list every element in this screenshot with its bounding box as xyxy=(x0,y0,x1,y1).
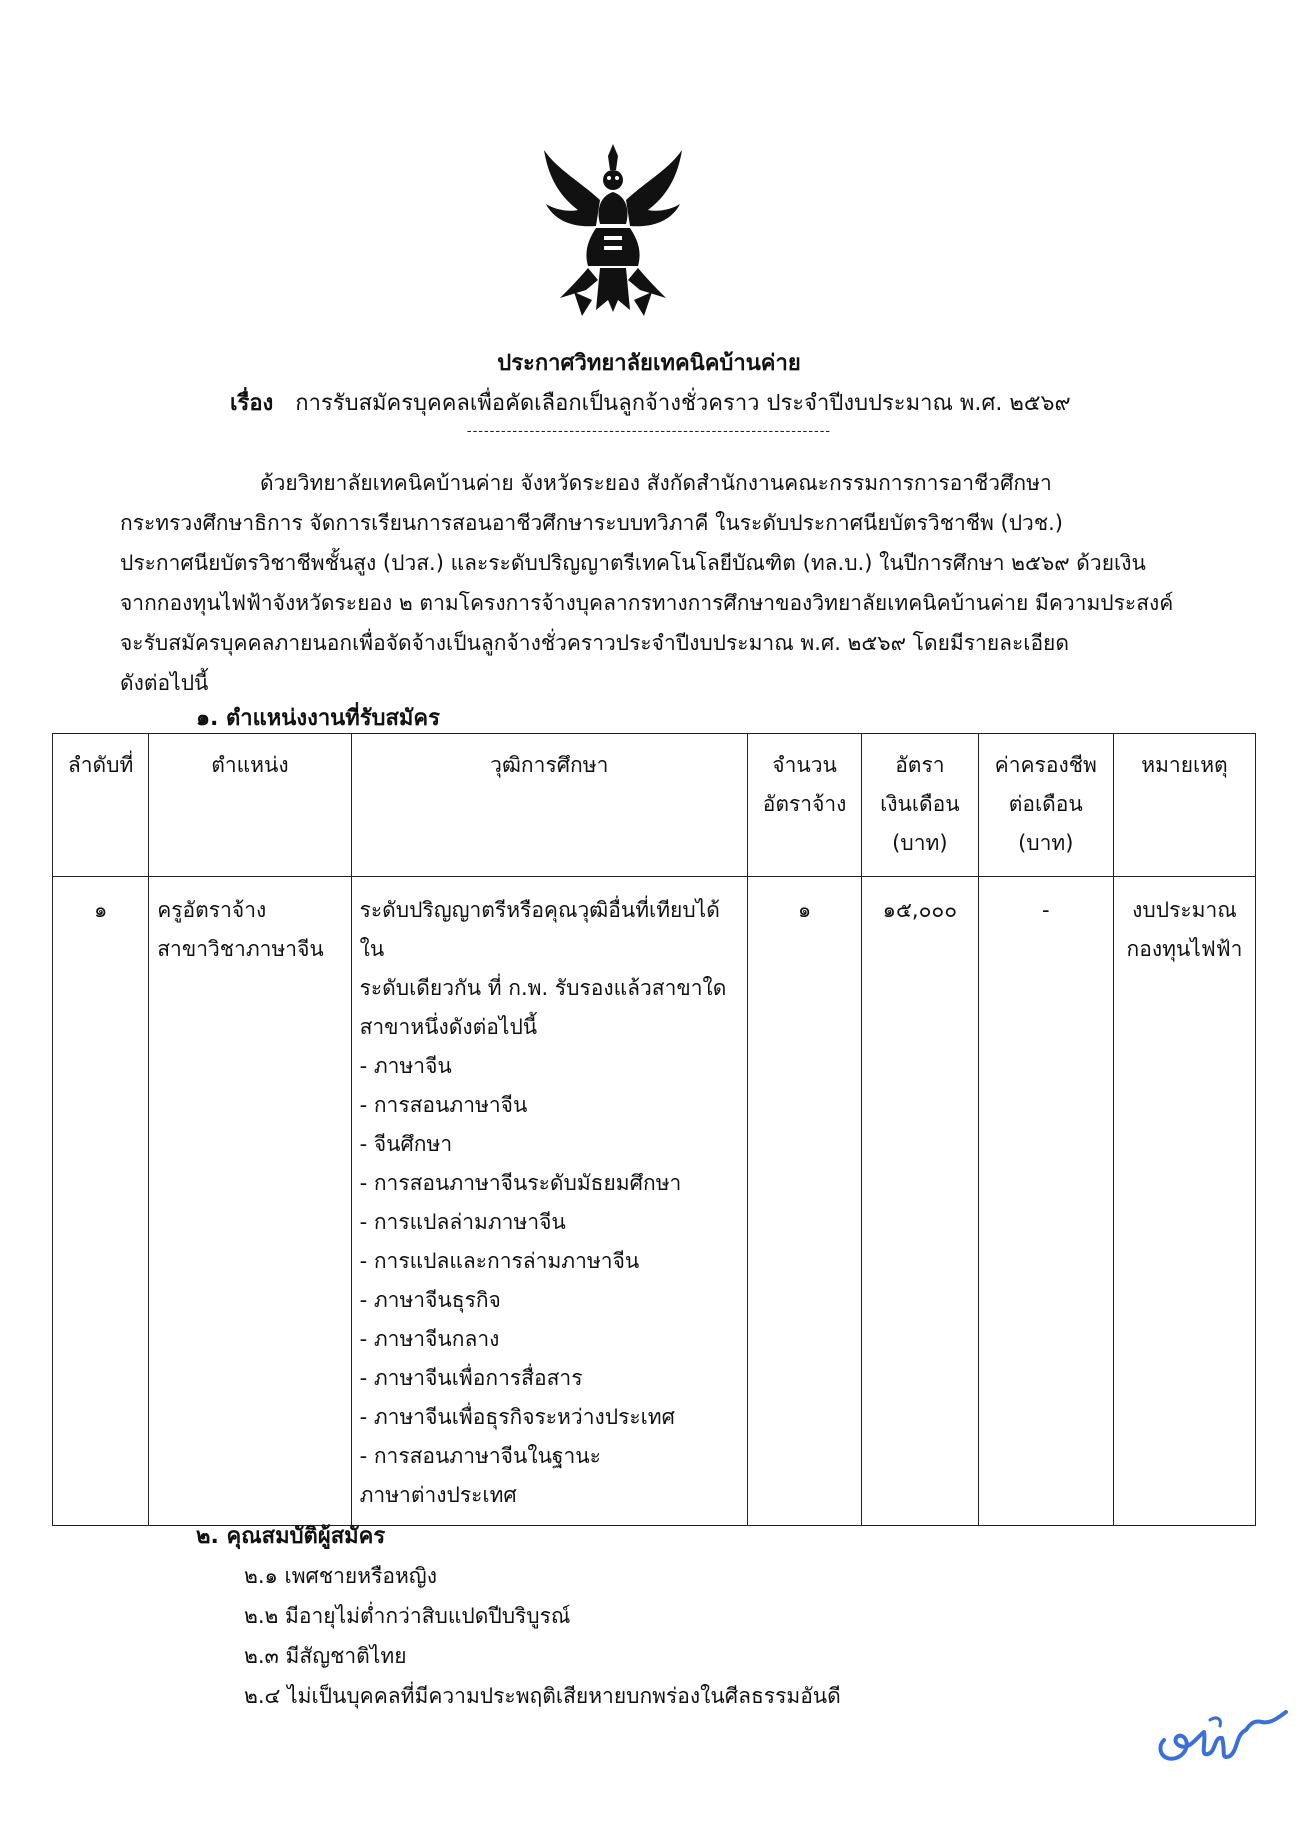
qual-line: - ภาษาจีนเพื่อการสื่อสาร xyxy=(359,1366,583,1390)
positions-table xyxy=(52,733,1256,1526)
cell-remark: งบประมาณ กองทุนไฟฟ้า xyxy=(1113,877,1255,1526)
qual-line: - ภาษาจีนเพื่อธุรกิจระหว่างประเทศ xyxy=(359,1405,675,1429)
cell-qualification xyxy=(351,877,747,1526)
subject-text: การรับสมัครบุคคลเพื่อคัดเลือกเป็นลูกจ้างชั่วคราว ประจำปีงบประมาณ พ.ศ. ๒๕๖๙ xyxy=(295,391,1071,416)
table-header-row xyxy=(53,734,1256,877)
section2-heading: ๒. คุณสมบัติผู้สมัคร xyxy=(196,1524,386,1549)
qual-line: สาขาหนึ่งดังต่อไปนี้ xyxy=(359,1015,538,1039)
cell-count: ๑ xyxy=(748,877,862,1526)
col-header-no: ลำดับที่ xyxy=(53,734,149,877)
list-item: ๒.๓ มีสัญชาติไทย xyxy=(244,1644,407,1668)
intro-paragraph xyxy=(120,463,1180,703)
list-item: ๒.๑ เพศชายหรือหญิง xyxy=(244,1564,437,1588)
cell-salary: ๑๕,๐๐๐ xyxy=(862,877,978,1526)
cell-living-allowance: - xyxy=(978,877,1113,1526)
intro-line: จากกองทุนไฟฟ้าจังหวัดระยอง ๒ ตามโครงการจ้างบุคลากรทางการศึกษาของวิทยาลัยเทคนิคบ้านค่าย มีความประสงค์ xyxy=(120,591,1174,615)
col-header-count: จำนวน อัตราจ้าง xyxy=(748,734,862,877)
intro-line: ประกาศนียบัตรวิชาชีพชั้นสูง (ปวส.) และระดับปริญญาตรีเทคโนโลยีบัณฑิต (ทล.บ.) ในปีการศึกษา ๒๕๖๙ ด้วยเงิน xyxy=(120,551,1146,575)
title-divider: ---------------------------------------------------------------- xyxy=(466,424,832,439)
signature-icon xyxy=(1150,1700,1290,1770)
qual-line: - ภาษาจีน xyxy=(359,1054,452,1078)
announcement-title: ประกาศวิทยาลัยเทคนิคบ้านค่าย xyxy=(497,351,801,376)
list-item: ๒.๒ มีอายุไม่ต่ำกว่าสิบแปดปีบริบูรณ์ xyxy=(244,1604,571,1628)
qual-line: - การสอนภาษาจีน xyxy=(359,1093,528,1117)
section1-heading: ๑. ตำแหน่งงานที่รับสมัคร xyxy=(196,706,440,731)
qual-line: ระดับเดียวกัน ที่ ก.พ. รับรองแล้วสาขาใด xyxy=(359,976,727,1000)
col-header-living-allowance: ค่าครองชีพ ต่อเดือน (บาท) xyxy=(978,734,1113,877)
qual-line: - ภาษาจีนธุรกิจ xyxy=(359,1288,501,1312)
subject-label: เรื่อง xyxy=(230,391,274,416)
qual-line: - การแปลและการล่ามภาษาจีน xyxy=(359,1249,640,1273)
qual-line: - จีนศึกษา xyxy=(359,1132,453,1156)
garuda-emblem-icon xyxy=(538,140,688,320)
intro-line: ดังต่อไปนี้ xyxy=(120,671,209,695)
qual-line: - การแปลล่ามภาษาจีน xyxy=(359,1210,566,1234)
subject-line xyxy=(230,385,1071,420)
qualifications-list xyxy=(244,1556,841,1716)
col-header-salary: อัตรา เงินเดือน (บาท) xyxy=(862,734,978,877)
qual-line: ภาษาต่างประเทศ xyxy=(359,1483,517,1507)
qual-line: - ภาษาจีนกลาง xyxy=(359,1327,500,1351)
intro-line: จะรับสมัครบุคคลภายนอกเพื่อจัดจ้างเป็นลูกจ้างชั่วคราวประจำปีงบประมาณ พ.ศ. ๒๕๖๙ โดยมีรายละเอียด xyxy=(120,631,1069,655)
qual-line: - การสอนภาษาจีนระดับมัธยมศึกษา xyxy=(359,1171,682,1195)
col-header-position: ตำแหน่ง xyxy=(149,734,351,877)
cell-position: ครูอัตราจ้าง สาขาวิชาภาษาจีน xyxy=(149,877,351,1526)
list-item: ๒.๔ ไม่เป็นบุคคลที่มีความประพฤติเสียหายบกพร่องในศีลธรรมอันดี xyxy=(244,1684,841,1708)
col-header-qualification: วุฒิการศึกษา xyxy=(351,734,747,877)
qual-line: - การสอนภาษาจีนในฐานะ xyxy=(359,1444,601,1468)
col-header-remark: หมายเหตุ xyxy=(1113,734,1255,877)
cell-no: ๑ xyxy=(53,877,149,1526)
qual-line: ระดับปริญญาตรีหรือคุณวุฒิอื่นที่เทียบได้ใน xyxy=(359,898,720,961)
table-row xyxy=(53,877,1256,1526)
intro-line: ด้วยวิทยาลัยเทคนิคบ้านค่าย จังหวัดระยอง สังกัดสำนักงานคณะกรรมการการอาชีวศึกษา xyxy=(260,471,1052,495)
intro-line: กระทรวงศึกษาธิการ จัดการเรียนการสอนอาชีวศึกษาระบบทวิภาคี ในระดับประกาศนียบัตรวิชาชีพ (ปวช.) xyxy=(120,511,1063,535)
